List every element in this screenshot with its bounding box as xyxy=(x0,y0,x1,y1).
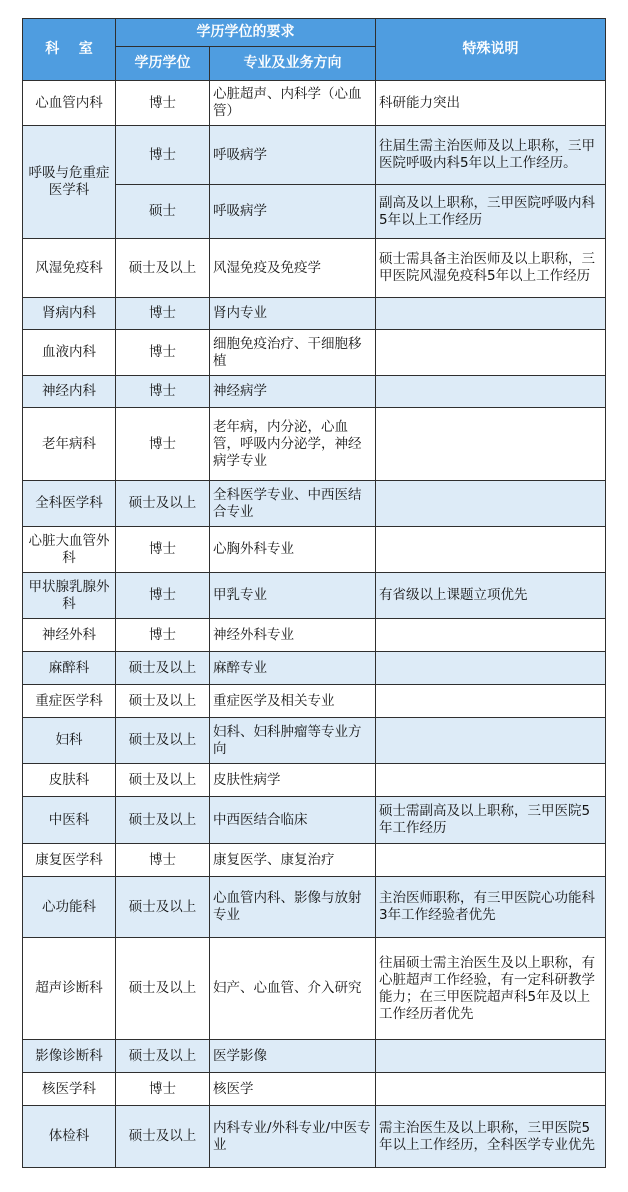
note-cell xyxy=(376,619,606,652)
degree-cell: 硕士及以上 xyxy=(116,797,210,844)
dept-cell: 老年病科 xyxy=(23,408,116,481)
note-cell xyxy=(376,652,606,685)
dept-cell: 风湿免疫科 xyxy=(23,239,116,298)
note-cell: 科研能力突出 xyxy=(376,81,606,126)
dept-cell: 神经外科 xyxy=(23,619,116,652)
degree-cell: 博士 xyxy=(116,298,210,330)
note-cell xyxy=(376,764,606,797)
note-cell xyxy=(376,1040,606,1073)
note-cell: 硕士需具备主治医师及以上职称，三甲医院风湿免疫科5年以上工作经历 xyxy=(376,239,606,298)
table-row xyxy=(23,81,606,126)
note-cell: 往届生需主治医师及以上职称，三甲医院呼吸内科5年以上工作经历。 xyxy=(376,126,606,185)
table-row xyxy=(23,330,606,376)
major-cell: 妇科、妇科肿瘤等专业方向 xyxy=(210,718,376,764)
note-cell: 主治医师职称，有三甲医院心功能科3年工作经验者优先 xyxy=(376,877,606,938)
header-req-group: 学历学位的要求 xyxy=(116,19,376,47)
header-degree: 学历学位 xyxy=(116,47,210,81)
note-cell xyxy=(376,718,606,764)
dept-cell: 麻醉科 xyxy=(23,652,116,685)
dept-cell: 心血管内科 xyxy=(23,81,116,126)
dept-cell: 影像诊断科 xyxy=(23,1040,116,1073)
header-note: 特殊说明 xyxy=(376,19,606,81)
degree-cell: 硕士及以上 xyxy=(116,481,210,527)
table-row xyxy=(23,652,606,685)
table-row xyxy=(23,1040,606,1073)
degree-cell: 博士 xyxy=(116,527,210,573)
degree-cell: 博士 xyxy=(116,330,210,376)
header-major: 专业及业务方向 xyxy=(210,47,376,81)
table-row xyxy=(23,298,606,330)
major-cell: 肾内专业 xyxy=(210,298,376,330)
note-cell xyxy=(376,1073,606,1106)
note-cell xyxy=(376,844,606,877)
table-row xyxy=(23,877,606,938)
dept-cell: 心脏大血管外科 xyxy=(23,527,116,573)
dept-cell: 妇科 xyxy=(23,718,116,764)
degree-cell: 博士 xyxy=(116,844,210,877)
degree-cell: 硕士及以上 xyxy=(116,764,210,797)
dept-cell: 血液内科 xyxy=(23,330,116,376)
note-cell: 副高及以上职称，三甲医院呼吸内科5年以上工作经历 xyxy=(376,185,606,239)
degree-cell: 硕士 xyxy=(116,185,210,239)
degree-cell: 博士 xyxy=(116,126,210,185)
table-row xyxy=(23,797,606,844)
table-row xyxy=(23,1106,606,1168)
major-cell: 细胞免疫治疗、干细胞移植 xyxy=(210,330,376,376)
table-row xyxy=(23,1073,606,1106)
dept-cell: 重症医学科 xyxy=(23,685,116,718)
dept-cell: 中医科 xyxy=(23,797,116,844)
dept-cell: 超声诊断科 xyxy=(23,938,116,1040)
table-row xyxy=(23,126,606,185)
major-cell: 中西医结合临床 xyxy=(210,797,376,844)
table-row xyxy=(23,573,606,619)
degree-cell: 博士 xyxy=(116,81,210,126)
major-cell: 老年病，内分泌，心血管，呼吸内分泌学，神经病学专业 xyxy=(210,408,376,481)
table-row xyxy=(23,844,606,877)
header-dept: 科 室 xyxy=(23,19,116,81)
note-cell xyxy=(376,408,606,481)
table-row xyxy=(23,764,606,797)
major-cell: 内科专业/外科专业/中医专业 xyxy=(210,1106,376,1168)
dept-cell: 全科医学科 xyxy=(23,481,116,527)
degree-cell: 硕士及以上 xyxy=(116,718,210,764)
degree-cell: 博士 xyxy=(116,619,210,652)
note-cell xyxy=(376,376,606,408)
table-row xyxy=(23,239,606,298)
dept-cell: 呼吸与危重症医学科 xyxy=(23,126,116,239)
major-cell: 心脏超声、内科学（心血管） xyxy=(210,81,376,126)
dept-cell: 康复医学科 xyxy=(23,844,116,877)
degree-cell: 博士 xyxy=(116,573,210,619)
note-cell: 有省级以上课题立项优先 xyxy=(376,573,606,619)
dept-cell: 肾病内科 xyxy=(23,298,116,330)
degree-cell: 硕士及以上 xyxy=(116,877,210,938)
degree-cell: 博士 xyxy=(116,376,210,408)
major-cell: 神经外科专业 xyxy=(210,619,376,652)
recruitment-table xyxy=(22,18,606,1168)
major-cell: 全科医学专业、中西医结合专业 xyxy=(210,481,376,527)
note-cell xyxy=(376,481,606,527)
major-cell: 康复医学、康复治疗 xyxy=(210,844,376,877)
degree-cell: 硕士及以上 xyxy=(116,1106,210,1168)
table-row xyxy=(23,408,606,481)
dept-cell: 体检科 xyxy=(23,1106,116,1168)
dept-cell: 皮肤科 xyxy=(23,764,116,797)
degree-cell: 博士 xyxy=(116,1073,210,1106)
table-row xyxy=(23,376,606,408)
major-cell: 麻醉专业 xyxy=(210,652,376,685)
degree-cell: 硕士及以上 xyxy=(116,685,210,718)
degree-cell: 博士 xyxy=(116,408,210,481)
dept-cell: 甲状腺乳腺外科 xyxy=(23,573,116,619)
table-row xyxy=(23,685,606,718)
major-cell: 妇产、心血管、介入研究 xyxy=(210,938,376,1040)
dept-cell: 神经内科 xyxy=(23,376,116,408)
degree-cell: 硕士及以上 xyxy=(116,652,210,685)
major-cell: 风湿免疫及免疫学 xyxy=(210,239,376,298)
note-cell xyxy=(376,685,606,718)
major-cell: 呼吸病学 xyxy=(210,185,376,239)
table-row xyxy=(23,481,606,527)
note-cell: 需主治医生及以上职称，三甲医院5年以上工作经历，全科医学专业优先 xyxy=(376,1106,606,1168)
table-row xyxy=(23,527,606,573)
major-cell: 心胸外科专业 xyxy=(210,527,376,573)
degree-cell: 硕士及以上 xyxy=(116,938,210,1040)
major-cell: 甲乳专业 xyxy=(210,573,376,619)
note-cell xyxy=(376,527,606,573)
note-cell: 往届硕士需主治医生及以上职称，有心脏超声工作经验，有一定科研教学能力；在三甲医院超声科5年及以上工作经历者优先 xyxy=(376,938,606,1040)
table-row xyxy=(23,619,606,652)
table-row xyxy=(23,938,606,1040)
major-cell: 皮肤性病学 xyxy=(210,764,376,797)
degree-cell: 硕士及以上 xyxy=(116,1040,210,1073)
degree-cell: 硕士及以上 xyxy=(116,239,210,298)
major-cell: 呼吸病学 xyxy=(210,126,376,185)
major-cell: 核医学 xyxy=(210,1073,376,1106)
dept-cell: 心功能科 xyxy=(23,877,116,938)
major-cell: 神经病学 xyxy=(210,376,376,408)
note-cell xyxy=(376,330,606,376)
note-cell: 硕士需副高及以上职称，三甲医院5年工作经历 xyxy=(376,797,606,844)
major-cell: 重症医学及相关专业 xyxy=(210,685,376,718)
dept-cell: 核医学科 xyxy=(23,1073,116,1106)
table-row xyxy=(23,718,606,764)
major-cell: 心血管内科、影像与放射专业 xyxy=(210,877,376,938)
note-cell xyxy=(376,298,606,330)
major-cell: 医学影像 xyxy=(210,1040,376,1073)
